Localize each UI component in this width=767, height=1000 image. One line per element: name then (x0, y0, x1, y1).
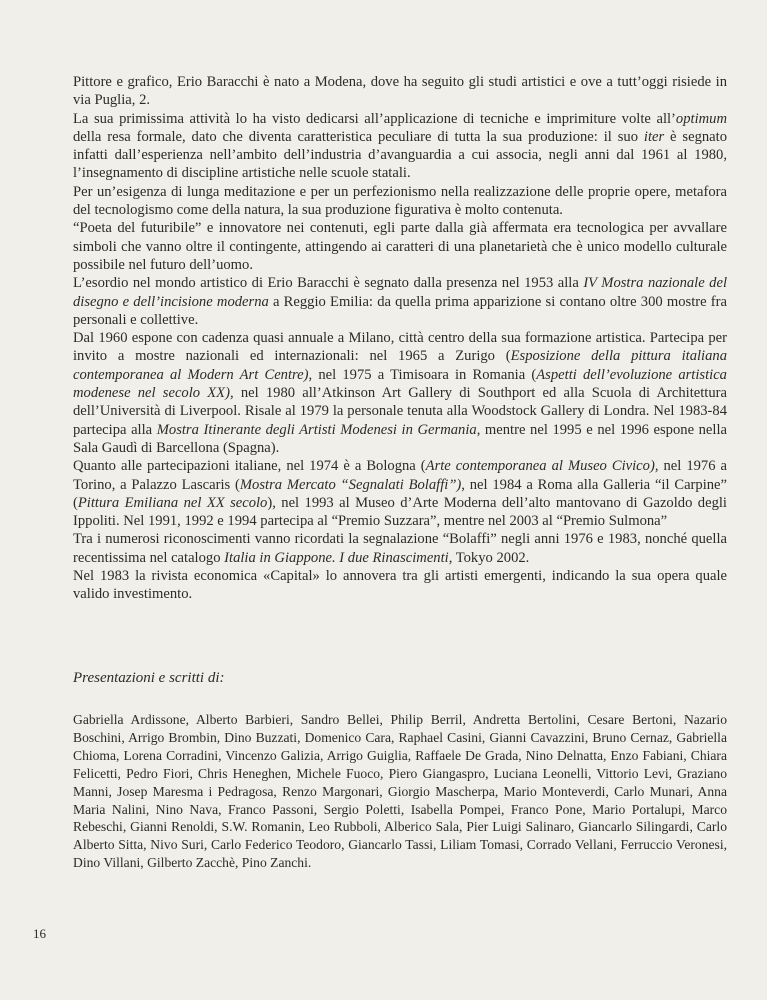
text-run: , nel 1975 a Timisoara in Romania ( (308, 366, 537, 383)
text-run: Tokyo 2002. (452, 549, 530, 566)
italic-title-run: Mostra Mercato “Segnalati Bolaffi”) (239, 476, 462, 493)
text-run: a Reggio Emilia: da quella prima apparizione si contano oltre 300 mostre fra personali e collettive. (73, 293, 728, 328)
text-run: è segnato infatti dall’esperienza nell’ambito dell’industria d’avanguardia a cui associa, negli anni dal 1961 al 1980, l’insegnamento di discipline artistiche nelle scuole statali. (73, 128, 728, 182)
italic-title-run: IV Mostra nazionale del disegno e dell’incisione moderna (73, 275, 727, 310)
presentations-names-list: Gabriella Ardissone, Alberto Barbieri, Sandro Bellei, Philip Berril, Andretta Bertolini, Cesare Bertoni, Nazario Boschini, Arrigo Brombin, Dino Buzzati, Domenico Cara, Raphael Casini, Gianni Cavazzini, Bruno Cernaz, Gabriella Chioma, Lorena Corradini, Vincenzo Galizia, Arrigo Guiglia, Raffaele De Grada, Nino Delnatta, Enzo Fabiani, Chiara Felicetti, Pedro Fiori, Chris Heneghen, Michele Fuoco, Piero Giangaspro, Luciana Leonelli, Vittorio Levi, Graziano Manni, Josep Maresma i Pedragosa, Renzo Margonari, Giorgio Mascherpa, Mario Monteverdi, Carlo Munari, Anna Maria Nalini, Nino Nava, Franco Passoni, Sergio Poletti, Isabella Pompei, Franco Pone, Mario Portalupi, Marco Rebeschi, Gianni Renoldi, S.W. Romanin, Leo Rubboli, Alberico Sala, Pier Luigi Salinaro, Giancarlo Silingardi, Carlo Alberto Sitta, Nivo Suri, Carlo Federico Teodoro, Giancarlo Tassi, Liliam Tomasi, Corrado Vellani, Ferruccio Veronesi, Dino Villani, Gilberto Zacchè, Pino Zanchi. (73, 712, 727, 871)
text-run: , nel 1984 a Roma alla Galleria “il Carpine” ( (73, 476, 728, 511)
bio-paragraph (73, 457, 727, 530)
text-run: Quanto alle partecipazioni italiane, nel 1974 è a Bologna ( (73, 458, 426, 475)
text-run: Dal 1960 espone con cadenza quasi annuale a Milano, città centro della sua formazione artistica. Partecipa per invito a mostre nazionali ed internazionali: nel 1965 a Zurigo ( (73, 330, 727, 365)
biography-text (73, 73, 727, 604)
text-run: ), nel 1993 al Museo d’Arte Moderna dell’alto mantovano di Gazoldo degli Ippoliti. Nel 1991, 1992 e 1994 partecipa al “Premio Suzzara”, mentre nel 2003 al “Premio Sulmona” (73, 494, 727, 530)
bio-paragraph (73, 274, 727, 329)
text-run: Per un’esigenza di lunga meditazione e per un perfezionismo nella realizzazione delle proprie opere, metafora del tecnologismo come della natura, la sua produzione figurativa è molto contenuta. (73, 183, 727, 219)
bio-paragraph (73, 219, 727, 274)
text-run: nel 1980 all’Atkinson Art Gallery di Southport ed alla Scuola di Architettura dell’Università di Liverpool. Risale al 1979 la personale tenuta alla Woodstock Gallery di Londra. Nel 1983-84 partecipa alla (73, 385, 727, 438)
bio-paragraph (73, 183, 727, 220)
page-number: 16 (33, 926, 46, 941)
text-run: , mentre nel 1995 e nel 1996 espone nella Sala Gaudì di Barcellona (Spagna). (73, 421, 727, 456)
text-run: della resa formale, dato che diventa caratteristica peculiare di tutta la sua produzione: il suo (73, 128, 644, 145)
italic-title-run: Pittura Emiliana nel XX secolo (77, 494, 268, 511)
italic-title-run: optimum (675, 110, 727, 127)
presentations-heading: Presentazioni e scritti di: (73, 670, 225, 686)
bio-paragraph (73, 530, 727, 567)
bio-paragraph (73, 110, 727, 183)
text-run: “Poeta del futuribile” e innovatore nei contenuti, egli parte dalla già affermata era tecnologica per avvallare simboli che vanno oltre il contingente, attingendo ai caratteri di una planetarietà che è unico modello culturale possibile nel futuro dell’uomo. (73, 220, 727, 273)
italic-title-run: Italia in Giappone. I due Rinascimenti, (224, 549, 453, 566)
italic-title-run: Esposizione della pittura italiana contemporanea al Modern Art Centre) (73, 348, 727, 383)
italic-title-run: iter (643, 128, 665, 145)
bio-paragraph (73, 567, 727, 604)
bio-paragraph (73, 329, 727, 457)
italic-title-run: Mostra Itinerante degli Artisti Modenesi in Germania (156, 421, 477, 438)
text-run: L’esordio nel mondo artistico di Erio Baracchi è segnato dalla presenza nel 1953 alla (73, 275, 584, 292)
italic-title-run: Aspetti dell’evoluzione artistica modenese nel secolo XX), (73, 366, 727, 402)
bio-paragraph (73, 73, 727, 110)
text-run: , nel 1976 a Torino, a Palazzo Lascaris ( (73, 458, 727, 493)
italic-title-run: Arte contemporanea al Museo Civico) (425, 458, 655, 475)
text-run: Nel 1983 la rivista economica «Capital» lo annovera tra gli artisti emergenti, indicando la sua opera quale valido investimento. (73, 568, 727, 603)
text-run: Tra i numerosi riconoscimenti vanno ricordati la segnalazione “Bolaffi” negli anni 1976 e 1983, nonché quella recentissima nel catalogo (73, 531, 727, 566)
text-run: Pittore e grafico, Erio Baracchi è nato a Modena, dove ha seguito gli studi artistici e ove a tutt’oggi risiede in via Puglia, 2. (73, 74, 727, 109)
text-run: La sua primissima attività lo ha visto dedicarsi all’applicazione di tecniche e imprimiture volte all’ (73, 110, 676, 127)
